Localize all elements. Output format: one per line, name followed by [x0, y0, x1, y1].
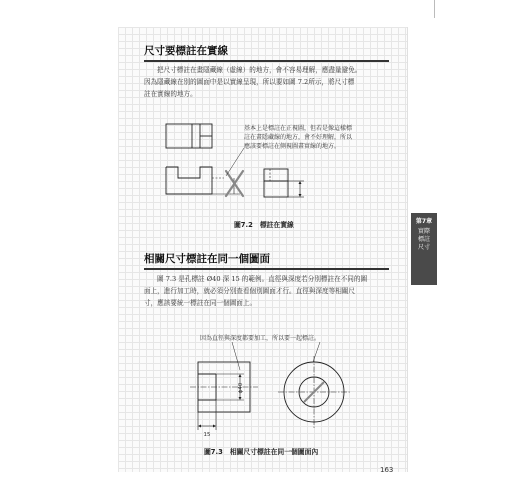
- figure-7-3-leaders: [232, 342, 320, 370]
- chapter-side-tab: [411, 213, 437, 285]
- figure-7-3-note: 因為直徑與深度都要加工，所以要一起標註。: [200, 335, 321, 342]
- chapter-title: 實際標註尺寸: [418, 228, 431, 251]
- caption-number: 圖7.2: [234, 221, 253, 229]
- depth-label: 15: [203, 432, 211, 438]
- paragraph-1-line-1: 把尺寸標註在畫隱藏線（虛線）的地方，會不容易理解，應盡量避免。: [157, 66, 362, 74]
- section-title-1: 尺寸要標註在實線: [144, 45, 228, 57]
- paragraph-2-line-2: 面上，進行加工時，就必須分別查看個別圖面才行。直徑與深度等相關尺: [144, 287, 355, 295]
- caption-number: 圖7.3: [204, 448, 223, 456]
- paragraph-2-line-1: 圖 7.3 是孔標註 Ø40 深 15 的範例。直徑與深度若分別標註在不同的圖: [157, 275, 368, 283]
- note-line-3: 應該要標註在側視圖畫實線的地方。: [244, 143, 341, 150]
- caption-text: 相關尺寸標註在同一個圖面內: [229, 448, 319, 456]
- paragraph-2-line-3: 寸，應該要統一標註在同一個圖面上。: [144, 299, 257, 307]
- figure-7-3-drawing: [180, 340, 360, 440]
- figure-7-2-caption: [234, 219, 294, 229]
- page-number: 163: [380, 466, 394, 474]
- chapter-label: 第7章: [415, 218, 433, 225]
- section-rule-2: [144, 268, 389, 270]
- paragraph-1-line-3: 註在實線的地方。: [144, 90, 197, 98]
- figure-7-3-caption: [204, 446, 318, 456]
- caption-text: 標註在實線: [259, 221, 294, 229]
- section-title-2: 相關尺寸標註在同一個圖面: [144, 253, 270, 265]
- note-line-1: 基本上是標註在正視圖，但若是像這樣標: [244, 125, 353, 132]
- note-line-2: 註在畫隱藏線的地方，會不好理解，所以: [244, 134, 353, 141]
- paragraph-2: [144, 273, 396, 309]
- diameter-label: ϕ40: [238, 382, 244, 394]
- paragraph-1-line-2: 因為隱藏線在別的圖面中是以實線呈現，所以要如圖 7.2所示，將尺寸標: [144, 78, 355, 86]
